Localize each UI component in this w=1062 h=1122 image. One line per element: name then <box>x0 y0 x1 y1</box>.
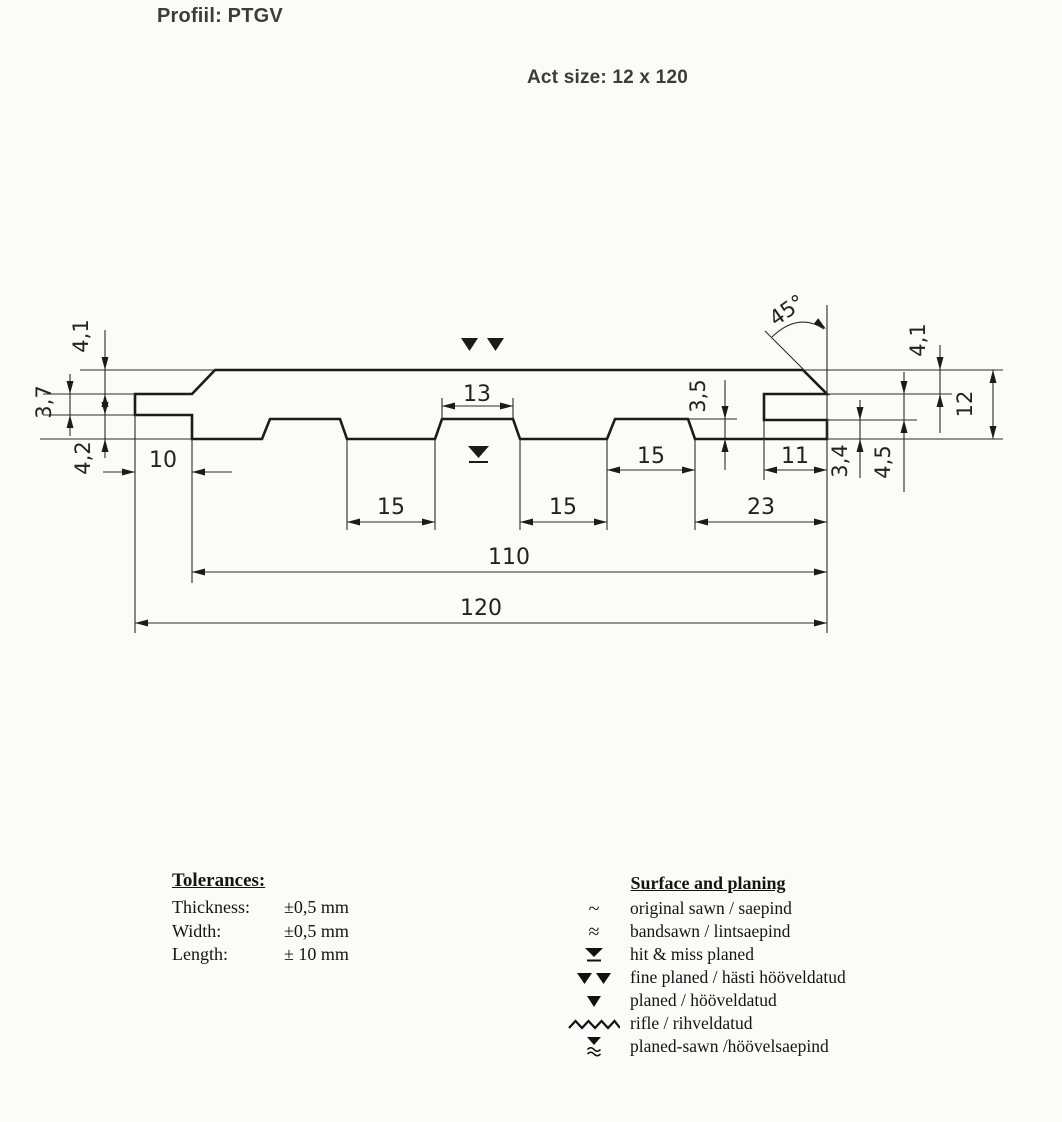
legend-item <box>558 966 898 989</box>
legend-title: Surface and planing <box>630 873 786 893</box>
dim-tongue-length: 10 <box>149 448 177 473</box>
approx-icon: ≈ <box>588 920 600 943</box>
dim-groove2-land: 15 <box>549 495 577 520</box>
fine-planed-icon <box>461 338 504 351</box>
dim-left-top: 4,1 <box>69 319 93 353</box>
dim-board-inner: 110 <box>488 545 530 570</box>
fine-planed-icon <box>558 972 630 984</box>
hit-miss-planed-icon <box>468 446 489 462</box>
legend-label: planed / hööveldatud <box>630 990 777 1010</box>
tolerance-label: Length: <box>172 944 228 964</box>
act-size-label: Act size: 12 x 120 <box>527 67 688 88</box>
legend-label: planed-sawn /höövelsaepind <box>630 1036 829 1056</box>
hit-miss-planed-icon <box>558 947 630 963</box>
dim-thickness: 12 <box>953 390 977 418</box>
legend-label: bandsawn / lintsaepind <box>630 921 791 941</box>
dim-groove2-flat: 13 <box>463 382 491 407</box>
dim-board-total: 120 <box>460 596 502 621</box>
rifle-icon <box>558 1017 630 1031</box>
tolerance-label: Width: <box>172 920 222 941</box>
legend-item <box>558 920 898 943</box>
tolerance-row <box>172 896 349 920</box>
legend-item <box>558 1012 898 1035</box>
legend-item <box>558 989 898 1012</box>
planed-icon <box>558 995 630 1007</box>
dim-right-top: 4,1 <box>906 323 930 357</box>
dim-slot-bottom: 3,4 <box>828 444 852 478</box>
page-title: Profiil: PTGV <box>157 5 283 27</box>
tolerance-value: ±0,5 mm <box>284 920 349 941</box>
dim-slot-height: 4,5 <box>871 445 895 479</box>
extension-lines <box>40 305 1003 633</box>
tolerance-row <box>172 920 349 944</box>
legend-label: hit & miss planed <box>630 944 754 964</box>
tolerance-value: ±0,5 mm <box>284 897 349 917</box>
tolerance-value: ± 10 mm <box>284 944 349 964</box>
dim-groove-depth: 3,5 <box>686 379 710 413</box>
dim-right-span: 23 <box>747 495 775 520</box>
dim-groove3-width: 15 <box>637 444 665 469</box>
legend-item <box>558 1035 898 1058</box>
planed-sawn-icon <box>558 1036 630 1057</box>
tolerance-label: Thickness: <box>172 897 250 917</box>
dim-slot-depth: 11 <box>781 444 809 469</box>
legend-item <box>558 897 898 920</box>
tolerance-row <box>172 943 349 967</box>
dim-left-mid: 3,7 <box>32 385 56 419</box>
dim-left-bottom: 4,2 <box>71 441 95 475</box>
dim-bevel-angle: 45° <box>764 289 810 331</box>
dimension-lines <box>70 322 993 623</box>
legend-label: fine planed / hästi hööveldatud <box>630 967 846 987</box>
tolerances-title: Tolerances: <box>172 870 266 891</box>
legend-label: original sawn / saepind <box>630 898 792 918</box>
dim-groove1-land: 15 <box>377 495 405 520</box>
legend-block <box>558 873 898 1058</box>
legend-item <box>558 943 898 966</box>
tolerances-block <box>172 870 349 967</box>
legend-label: rifle / rihveldatud <box>630 1013 753 1033</box>
tilde-icon: ~ <box>588 897 600 920</box>
